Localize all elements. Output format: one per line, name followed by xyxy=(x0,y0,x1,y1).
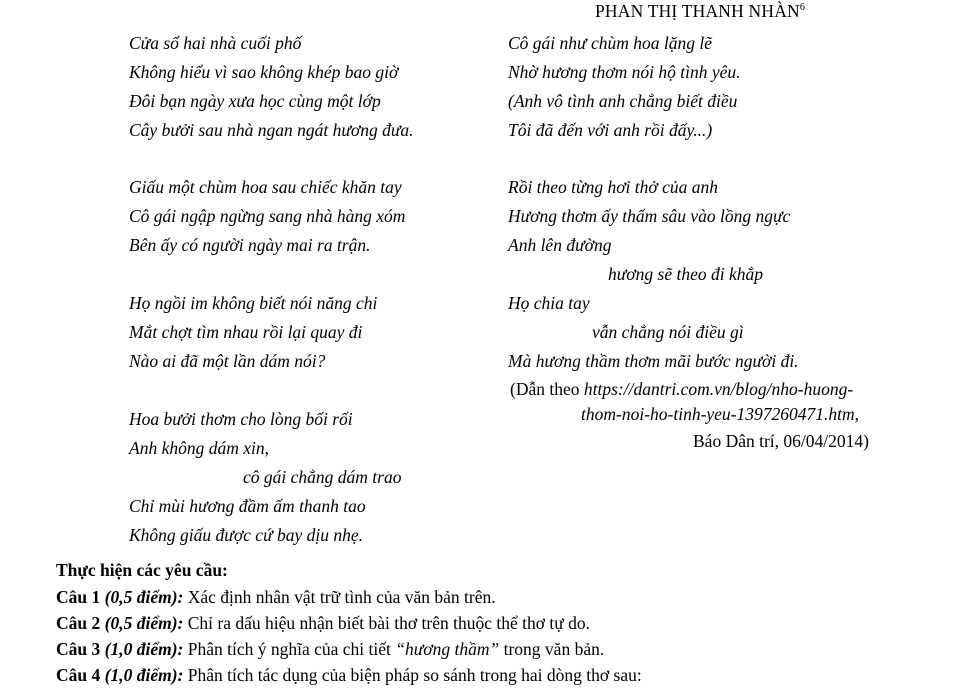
question-text-end: trong văn bản. xyxy=(499,639,605,659)
poem-line: cô gái chẳng dám trao xyxy=(243,467,402,487)
poem-line: Anh không dám xin, xyxy=(129,438,269,458)
question-text: Phân tích tác dụng của biện pháp so sánh trong hai dòng thơ sau: xyxy=(183,665,642,685)
poem-line: Cây bưởi sau nhà ngan ngát hương đưa. xyxy=(129,120,414,140)
question-label: Câu 3 xyxy=(56,639,101,659)
question-1 xyxy=(56,587,496,608)
poem-line: Đôi bạn ngày xưa học cùng một lớp xyxy=(129,91,381,111)
poem-line: Rồi theo từng hơi thở của anh xyxy=(508,177,719,197)
question-label: Câu 2 xyxy=(56,613,101,633)
poem-line: Chỉ mùi hương đầm ấm thanh tao xyxy=(129,496,366,516)
question-2 xyxy=(56,613,590,634)
author-footnote-mark: 6 xyxy=(799,2,806,13)
poem-line: Mà hương thầm thơm mãi bước người đi. xyxy=(508,351,799,371)
source-line-1 xyxy=(510,379,853,400)
question-points: (0,5 điểm): xyxy=(104,587,184,607)
source-url-part-2[interactable]: thom-noi-ho-tinh-yeu-1397260471.htm, xyxy=(581,404,860,424)
poem-line: Anh lên đường xyxy=(508,235,612,255)
question-points: (1,0 điểm): xyxy=(104,639,184,659)
question-points: (0,5 điểm): xyxy=(104,613,184,633)
poem-line: Mắt chợt tìm nhau rồi lại quay đi xyxy=(129,322,363,342)
poem-line: Hương thơm ấy thấm sâu vào lồng ngực xyxy=(508,206,791,226)
poem-line: vẫn chẳng nói điều gì xyxy=(592,322,744,342)
source-prefix: (Dẫn theo xyxy=(510,379,584,399)
poem-line: Không giấu được cứ bay dịu nhẹ. xyxy=(129,525,364,545)
source-publication: Báo Dân trí, 06/04/2014) xyxy=(693,431,869,451)
source-url-part-1[interactable]: https://dantri.com.vn/blog/nho-huong- xyxy=(583,379,854,399)
author-name: PHAN THỊ THANH NHÀN xyxy=(595,1,800,21)
question-text: Chỉ ra dấu hiệu nhận biết bài thơ trên thuộc thể thơ tự do. xyxy=(183,613,590,633)
question-text: Xác định nhân vật trữ tình của văn bản trên. xyxy=(183,587,496,607)
source-line-2 xyxy=(581,404,859,425)
poem-line: Cô gái như chùm hoa lặng lẽ xyxy=(508,33,712,53)
question-3 xyxy=(56,639,604,660)
poem-line: Nhờ hương thơm nói hộ tình yêu. xyxy=(508,62,741,82)
poem-line: Hoa bưởi thơm cho lòng bối rối xyxy=(129,409,353,429)
poem-line: Cô gái ngập ngừng sang nhà hàng xóm xyxy=(129,206,406,226)
poem-line: Bên ấy có người ngày mai ra trận. xyxy=(129,235,371,255)
question-4 xyxy=(56,665,642,686)
tasks-header: Thực hiện các yêu cầu: xyxy=(56,560,228,580)
poem-line: Không hiểu vì sao không khép bao giờ xyxy=(129,62,399,82)
question-quote: “hương thầm” xyxy=(395,639,500,659)
poem-line: Giấu một chùm hoa sau chiếc khăn tay xyxy=(129,177,402,197)
poem-line: Cửa sổ hai nhà cuối phố xyxy=(129,33,302,53)
poem-line: Tôi đã đến với anh rồi đấy...) xyxy=(508,120,713,140)
poem-line: Họ ngồi im không biết nói năng chi xyxy=(129,293,378,313)
poem-line: hương sẽ theo đi khắp xyxy=(608,264,763,284)
question-text: Phân tích ý nghĩa của chi tiết xyxy=(183,639,396,659)
poem-line: (Anh vô tình anh chẳng biết điều xyxy=(508,91,738,111)
poem-author xyxy=(595,1,805,22)
poem-line: Nào ai đã một lần dám nói? xyxy=(129,351,326,371)
question-points: (1,0 điểm): xyxy=(104,665,184,685)
poem-line: Họ chia tay xyxy=(508,293,590,313)
question-label: Câu 1 xyxy=(56,587,101,607)
question-label: Câu 4 xyxy=(56,665,101,685)
